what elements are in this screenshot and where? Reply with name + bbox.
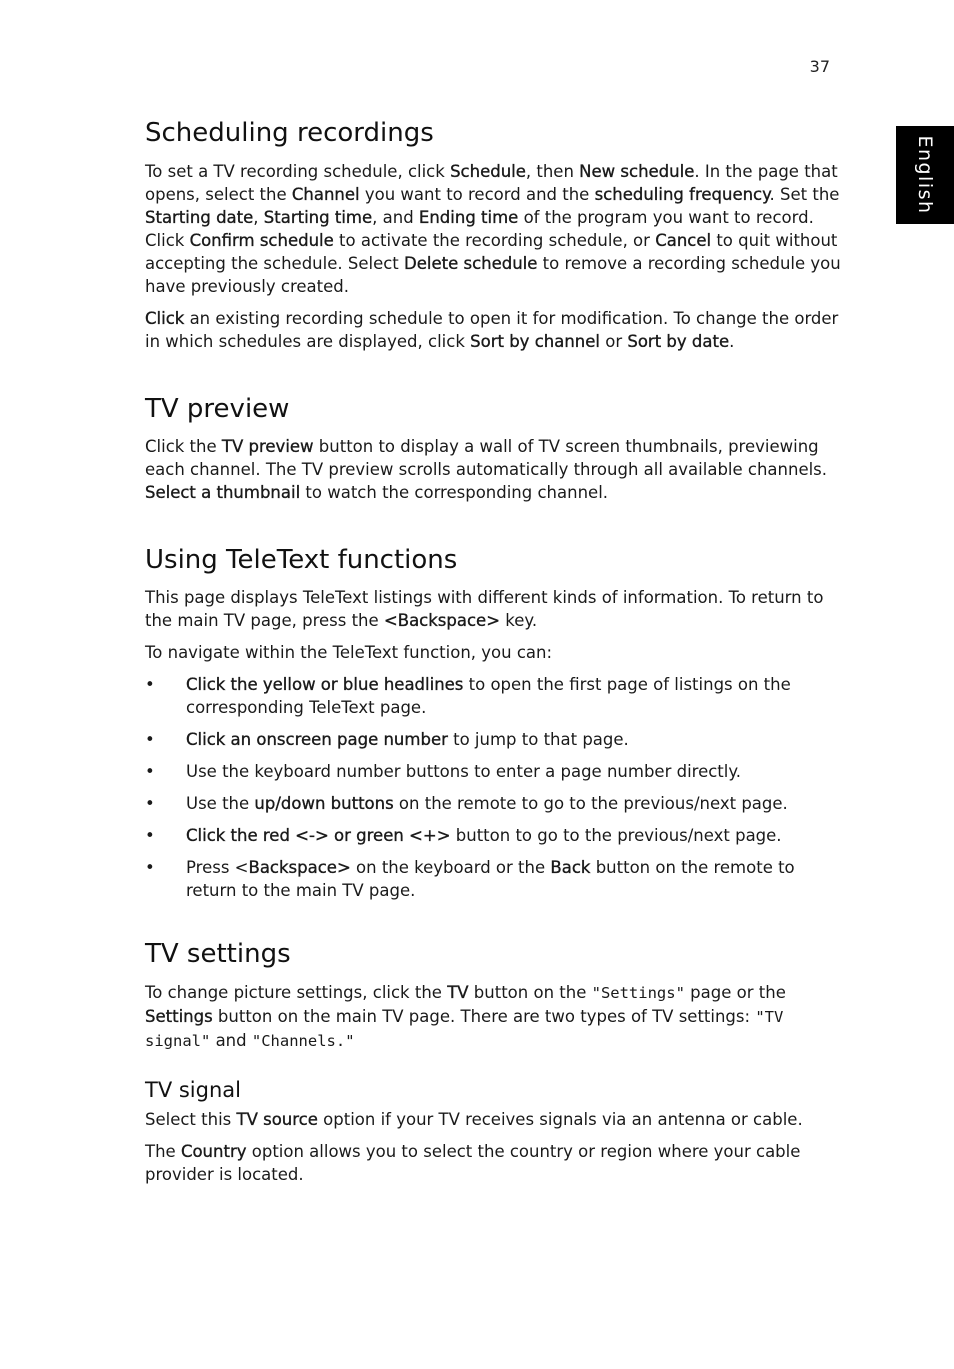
tv-preview-paragraph: Click the TV preview button to display a wall of TV screen thumbnails, previewing each channel. The TV preview scrolls automatically through all available channels. Select a thumbnail to watch the corresponding channel. [145, 437, 828, 502]
tv-signal-paragraph-2: The Country option allows you to select the country or region where your cable provider is located. [145, 1142, 801, 1184]
list-item: • Click the red <-> or green <+> button to go to the previous/next page. [145, 826, 782, 845]
section-title-scheduling: Scheduling recordings [145, 118, 434, 148]
teletext-paragraph-1: This page displays TeleText listings with different kinds of information. To return to the main TV page, press the <Backspace> key. [145, 588, 824, 630]
bullet-icon: • [145, 826, 155, 845]
section-title-tv-settings: TV settings [145, 939, 291, 969]
bullet-icon: • [145, 858, 155, 877]
bullet-icon: • [145, 675, 155, 694]
scheduling-paragraph-2: Click an existing recording schedule to open it for modification. To change the order in which schedules are displayed, click Sort by channel or Sort by date. [145, 309, 839, 351]
section-title-teletext: Using TeleText functions [145, 545, 458, 575]
bullet-icon: • [145, 794, 155, 813]
tv-settings-paragraph: To change picture settings, click the TV button on the "Settings" page or the Settings button on the main TV page. There are two types of TV settings: "TV signal" and "Channels." [145, 983, 786, 1050]
bullet-icon: • [145, 730, 155, 749]
scheduling-paragraph-1: To set a TV recording schedule, click Schedule, then New schedule. In the page that opens, select the Channel you want to record and the scheduling frequency. Set the Starting date, Starting time, and Ending time of the program you want to record. Click Confirm schedule to activate the recording schedule, or Cancel to quit without accepting the schedule. Select Delete schedule to remove a recording schedule you have previously created. [145, 162, 841, 296]
bullet-icon: • [145, 762, 155, 781]
teletext-paragraph-2: To navigate within the TeleText function, you can: [145, 643, 553, 662]
list-item: • Click the yellow or blue headlines to open the first page of listings on the corresponding TeleText page. [145, 675, 791, 717]
page-number: 37 [809, 57, 830, 76]
subsection-title-tv-signal: TV signal [145, 1078, 241, 1102]
list-item: • Use the keyboard number buttons to enter a page number directly. [145, 762, 742, 781]
section-title-tv-preview: TV preview [145, 394, 290, 424]
list-item: • Click an onscreen page number to jump to that page. [145, 730, 629, 749]
list-item: • Use the up/down buttons on the remote to go to the previous/next page. [145, 794, 788, 813]
language-tab-label: English [914, 135, 936, 215]
page-content [145, 112, 845, 1186]
list-item: • Press <Backspace> on the keyboard or the Back button on the remote to return to the main TV page. [145, 858, 795, 900]
language-tab [896, 126, 954, 224]
teletext-bullet-list [145, 673, 845, 902]
tv-signal-paragraph-1: Select this TV source option if your TV receives signals via an antenna or cable. [145, 1110, 803, 1129]
